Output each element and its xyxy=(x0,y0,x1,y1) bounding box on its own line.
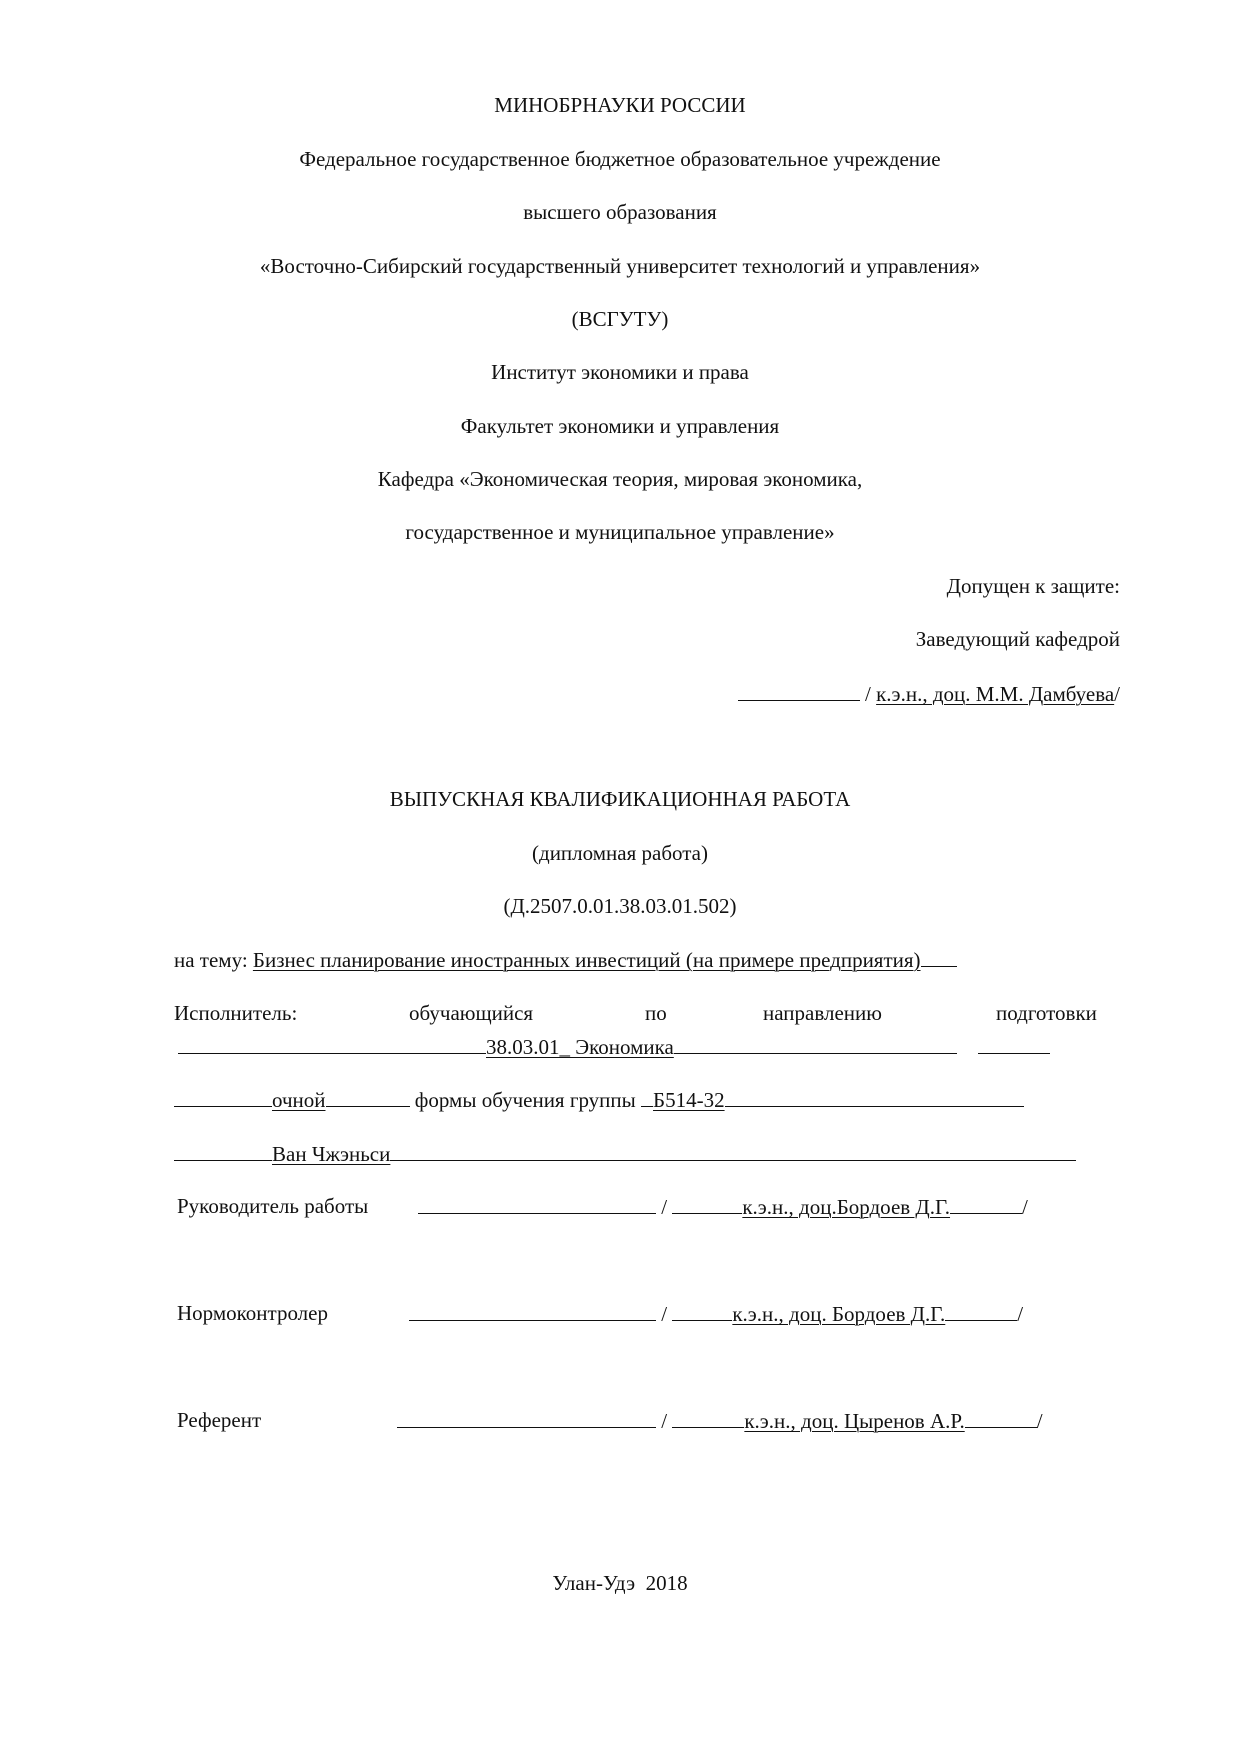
performer-label: Исполнитель: xyxy=(174,1001,298,1025)
topic-tail-blank xyxy=(921,946,957,967)
city-year: Улан-Удэ 2018 xyxy=(552,1571,688,1595)
supervisor-end-slash: / xyxy=(1022,1195,1028,1219)
supervisor-name: к.э.н., доц.Бордоев Д.Г. xyxy=(742,1195,951,1219)
end-slash: / xyxy=(1114,682,1120,706)
university-name: «Восточно-Сибирский государственный университет технологий и управления» xyxy=(259,254,981,278)
referee-sign-line xyxy=(397,1407,1043,1434)
work-subtitle: (дипломная работа) xyxy=(532,841,708,865)
performer-word-4: подготовки xyxy=(996,1001,1097,1025)
referee-role: Референт xyxy=(177,1408,262,1432)
referee-blank-3 xyxy=(965,1407,1037,1428)
supervisor-slash: / xyxy=(661,1195,668,1219)
faculty-name: Факультет экономики и управления xyxy=(460,414,780,438)
referee-end-slash: / xyxy=(1036,1409,1043,1433)
performer-word-3: направлению xyxy=(763,1001,882,1025)
work-title: ВЫПУСКНАЯ КВАЛИФИКАЦИОННАЯ РАБОТА xyxy=(389,787,851,811)
direction-value: 38.03.01_ Экономика xyxy=(486,1035,674,1059)
supervisor-blank-3 xyxy=(950,1193,1022,1214)
name-blank-1 xyxy=(174,1140,272,1161)
referee-name: к.э.н., доц. Цыренов А.Р. xyxy=(744,1409,965,1433)
normcontrol-blank-3 xyxy=(945,1300,1017,1321)
referee-blank-2 xyxy=(672,1407,744,1428)
supervisor-signature-blank xyxy=(418,1193,656,1214)
head-name: к.э.н., доц. М.М. Дамбуева xyxy=(876,682,1115,706)
performer-word-2: по xyxy=(645,1001,667,1025)
group-value: Б514-32 xyxy=(653,1088,725,1112)
supervisor-sign-line xyxy=(418,1193,1028,1220)
name-blank-2 xyxy=(390,1140,1076,1161)
normcontrol-blank-2 xyxy=(672,1300,732,1321)
institution-line-2: высшего образования xyxy=(523,200,717,224)
university-abbrev: (ВСГУТУ) xyxy=(571,307,669,331)
slash: / xyxy=(865,682,871,706)
study-form-value: очной xyxy=(272,1088,326,1112)
signature-blank xyxy=(738,680,860,701)
normcontrol-slash: / xyxy=(661,1302,668,1326)
normcontrol-signature-blank xyxy=(409,1300,656,1321)
normcontrol-sign-line xyxy=(409,1300,1023,1327)
direction-blank-left xyxy=(178,1033,486,1054)
head-of-department-title: Заведующий кафедрой xyxy=(915,627,1120,651)
department-line-1: Кафедра «Экономическая теория, мировая экономика, xyxy=(377,467,863,491)
referee-signature-blank xyxy=(397,1407,656,1428)
institution-line-1: Федеральное государственное бюджетное образовательное учреждение xyxy=(299,147,941,171)
topic-value: Бизнес планирование иностранных инвестиций (на примере предприятия) xyxy=(252,948,921,972)
topic-label: на тему: xyxy=(174,948,248,972)
form-blank-2 xyxy=(326,1086,410,1107)
head-signature-line xyxy=(738,680,1120,707)
normcontrol-name: к.э.н., доц. Бордоев Д.Г. xyxy=(732,1302,946,1326)
direction-line xyxy=(178,1033,1050,1060)
student-name-line xyxy=(174,1140,1076,1167)
performer-word-1: обучающийся xyxy=(409,1001,534,1025)
department-line-2: государственное и муниципальное управление» xyxy=(405,520,835,544)
study-form-line xyxy=(174,1086,1024,1113)
direction-blank-mid xyxy=(674,1033,957,1054)
normcontrol-end-slash: / xyxy=(1017,1302,1024,1326)
form-blank-1 xyxy=(174,1086,272,1107)
institute-name: Институт экономики и права xyxy=(491,360,749,384)
form-text: формы обучения группы xyxy=(414,1088,636,1112)
topic-line xyxy=(174,946,957,973)
admitted-label: Допущен к защите: xyxy=(946,574,1120,598)
direction-blank-right xyxy=(978,1033,1050,1054)
work-code: (Д.2507.0.01.38.03.01.502) xyxy=(503,894,737,918)
group-blank-2 xyxy=(725,1086,1024,1107)
supervisor-role: Руководитель работы xyxy=(177,1194,369,1218)
supervisor-blank-2 xyxy=(672,1193,742,1214)
ministry-title: МИНОБРНАУКИ РОССИИ xyxy=(494,93,746,117)
referee-slash: / xyxy=(661,1409,668,1433)
group-blank-1 xyxy=(641,1086,653,1107)
normcontrol-role: Нормоконтролер xyxy=(177,1301,328,1325)
student-name: Ван Чжэньси xyxy=(272,1142,391,1166)
